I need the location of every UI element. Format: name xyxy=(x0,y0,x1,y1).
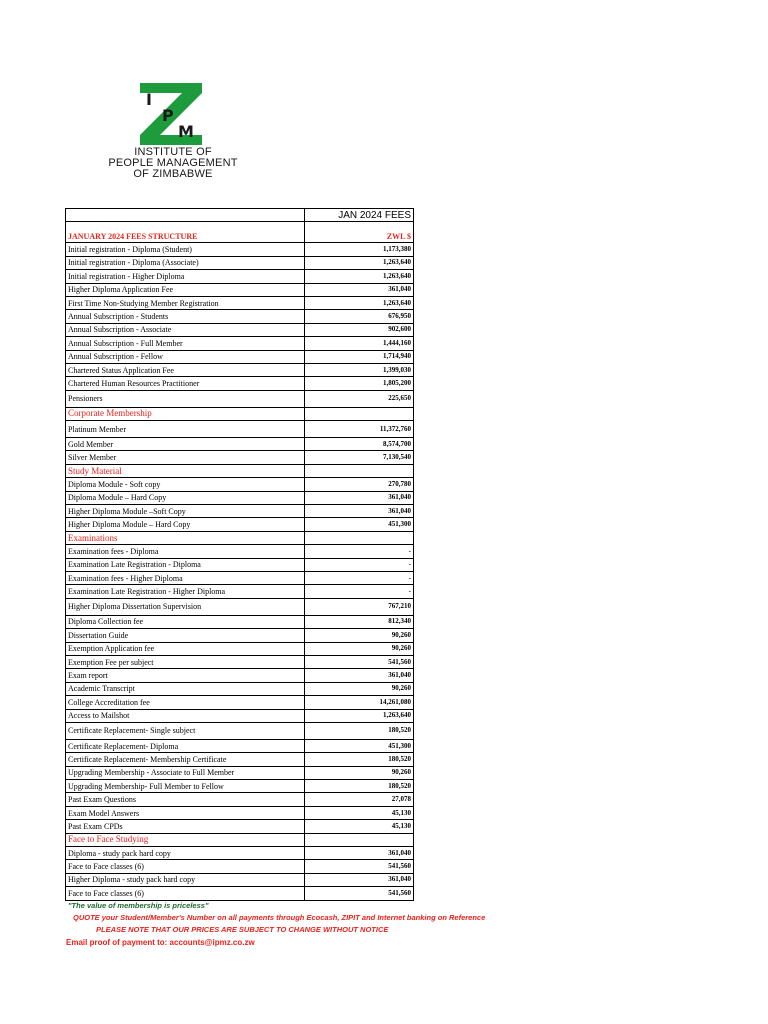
fee-row xyxy=(66,438,414,451)
fee-row xyxy=(66,709,414,722)
price-change-note: PLEASE NOTE THAT OUR PRICES ARE SUBJECT TO CHANGE WITHOUT NOTICE xyxy=(96,925,389,934)
fee-amount: 812,340 xyxy=(305,615,414,628)
quote-note: QUOTE your Student/Member's Number on all payments through Ecocash, ZIPIT and Internet banking on Reference xyxy=(73,913,486,922)
fee-amount: 90,260 xyxy=(305,682,414,695)
fee-item-label: Upgrading Membership- Full Member to Fellow xyxy=(66,780,305,793)
fee-item-label: Certificate Replacement- Diploma xyxy=(66,739,305,752)
fee-item-label: Certificate Replacement- Single subject xyxy=(66,722,305,739)
fee-item-label: Diploma Module – Hard Copy xyxy=(66,491,305,504)
fee-row xyxy=(66,377,414,390)
svg-text:P: P xyxy=(162,106,174,125)
fee-row xyxy=(66,806,414,819)
fee-item-label: Certificate Replacement- Membership Certificate xyxy=(66,753,305,766)
currency-label: ZWL $ xyxy=(305,222,414,243)
fee-item-label: Examination fees - Diploma xyxy=(66,545,305,558)
fee-row xyxy=(66,820,414,833)
fee-amount: 361,040 xyxy=(305,669,414,682)
fee-row xyxy=(66,793,414,806)
section-row xyxy=(66,464,414,477)
fee-item-label: Higher Diploma - study pack hard copy xyxy=(66,873,305,886)
fee-item-label: Annual Subscription - Full Member xyxy=(66,337,305,350)
fee-row xyxy=(66,256,414,269)
institute-name-line: INSTITUTE OF xyxy=(134,146,212,158)
fee-item-label: Diploma - study pack hard copy xyxy=(66,847,305,860)
fee-item-label: First Time Non-Studying Member Registration xyxy=(66,296,305,309)
fee-row xyxy=(66,363,414,376)
fee-item-label: Annual Subscription - Associate xyxy=(66,323,305,336)
fee-item-label: Exam report xyxy=(66,669,305,682)
fee-item-label: Annual Subscription - Students xyxy=(66,310,305,323)
fee-row xyxy=(66,491,414,504)
fee-row xyxy=(66,682,414,695)
fee-row xyxy=(66,887,414,900)
fee-row xyxy=(66,780,414,793)
fee-item-label: Exemption Application fee xyxy=(66,642,305,655)
fee-amount: 541,560 xyxy=(305,860,414,873)
fee-item-label: Higher Diploma Dissertation Supervision xyxy=(66,598,305,615)
fee-amount: 180,520 xyxy=(305,780,414,793)
fee-amount xyxy=(305,464,414,477)
fee-item-label: Higher Diploma Module – Hard Copy xyxy=(66,518,305,531)
fees-structure-title: JANUARY 2024 FEES STRUCTURE xyxy=(66,222,305,243)
fee-row xyxy=(66,642,414,655)
fee-row xyxy=(66,655,414,668)
fee-amount: 676,950 xyxy=(305,310,414,323)
fee-amount: 45,130 xyxy=(305,806,414,819)
fee-item-label: Examination fees - Higher Diploma xyxy=(66,571,305,584)
fee-amount: 45,130 xyxy=(305,820,414,833)
fee-amount: 225,650 xyxy=(305,390,414,407)
fee-row xyxy=(66,478,414,491)
fee-amount xyxy=(305,531,414,544)
fee-item-label: Academic Transcript xyxy=(66,682,305,695)
fee-amount: 1,805,200 xyxy=(305,377,414,390)
fee-amount: 180,520 xyxy=(305,722,414,739)
fee-amount xyxy=(305,833,414,846)
fee-amount: 180,520 xyxy=(305,753,414,766)
fee-row xyxy=(66,421,414,438)
fee-item-label: Platinum Member xyxy=(66,421,305,438)
section-title: Face to Face Studying xyxy=(66,833,305,846)
fee-amount: - xyxy=(305,585,414,598)
fee-item-label: Diploma Module - Soft copy xyxy=(66,478,305,491)
fee-amount: 541,560 xyxy=(305,655,414,668)
fee-item-label: Silver Member xyxy=(66,451,305,464)
fee-item-label: Initial registration - Higher Diploma xyxy=(66,270,305,283)
fee-amount: 767,210 xyxy=(305,598,414,615)
section-title: Study Material xyxy=(66,464,305,477)
fee-row xyxy=(66,615,414,628)
fee-item-label: Initial registration - Diploma (Associate) xyxy=(66,256,305,269)
fee-row xyxy=(66,243,414,256)
fee-amount: - xyxy=(305,571,414,584)
fee-row xyxy=(66,518,414,531)
section-title: Corporate Membership xyxy=(66,407,305,420)
section-row xyxy=(66,531,414,544)
fee-row xyxy=(66,722,414,739)
fee-row xyxy=(66,390,414,407)
fee-row xyxy=(66,753,414,766)
section-title: Examinations xyxy=(66,531,305,544)
fee-row xyxy=(66,598,414,615)
fee-amount: 90,260 xyxy=(305,629,414,642)
fee-row xyxy=(66,558,414,571)
fee-amount: 361,040 xyxy=(305,873,414,886)
fee-amount: 451,300 xyxy=(305,739,414,752)
fee-item-label: Dissertation Guide xyxy=(66,629,305,642)
fee-item-label: Past Exam CPDs xyxy=(66,820,305,833)
fee-item-label: Diploma Collection fee xyxy=(66,615,305,628)
institute-name-line: PEOPLE MANAGEMENT xyxy=(108,157,238,169)
fee-row xyxy=(66,323,414,336)
fee-row xyxy=(66,505,414,518)
fee-amount: 541,560 xyxy=(305,887,414,900)
fee-item-label: Past Exam Questions xyxy=(66,793,305,806)
motto-text: "The value of membership is priceless" xyxy=(68,901,209,910)
fee-amount: 1,263,640 xyxy=(305,296,414,309)
header-blank-cell xyxy=(66,209,305,222)
fee-item-label: Upgrading Membership - Associate to Full Member xyxy=(66,766,305,779)
fee-row xyxy=(66,669,414,682)
institute-name-line: OF ZIMBABWE xyxy=(133,168,213,180)
fee-row xyxy=(66,270,414,283)
fee-amount: 270,780 xyxy=(305,478,414,491)
fee-row xyxy=(66,739,414,752)
section-row xyxy=(66,407,414,420)
fee-amount: 1,263,640 xyxy=(305,270,414,283)
fee-amount: 27,078 xyxy=(305,793,414,806)
table-header-row xyxy=(66,209,414,222)
fee-item-label: Examination Late Registration - Diploma xyxy=(66,558,305,571)
fee-row xyxy=(66,696,414,709)
fee-item-label: Access to Mailshot xyxy=(66,709,305,722)
fee-row xyxy=(66,283,414,296)
fee-row xyxy=(66,629,414,642)
fee-item-label: Pensioners xyxy=(66,390,305,407)
fee-amount: 451,300 xyxy=(305,518,414,531)
fee-row xyxy=(66,571,414,584)
fee-row xyxy=(66,310,414,323)
fee-amount: 1,263,640 xyxy=(305,709,414,722)
fee-amount: 8,574,700 xyxy=(305,438,414,451)
fee-row xyxy=(66,585,414,598)
fee-row xyxy=(66,860,414,873)
fee-item-label: Gold Member xyxy=(66,438,305,451)
fee-amount: 1,444,160 xyxy=(305,337,414,350)
fee-item-label: Exam Model Answers xyxy=(66,806,305,819)
fee-item-label: College Accreditation fee xyxy=(66,696,305,709)
ipmz-logo xyxy=(108,83,238,180)
fees-table xyxy=(65,208,414,901)
fee-item-label: Examination Late Registration - Higher Diploma xyxy=(66,585,305,598)
fee-amount: 361,040 xyxy=(305,505,414,518)
fee-amount: 1,263,640 xyxy=(305,256,414,269)
fee-amount: 902,600 xyxy=(305,323,414,336)
fee-item-label: Face to Face classes (6) xyxy=(66,860,305,873)
institute-name xyxy=(108,147,238,180)
fee-amount: 14,261,080 xyxy=(305,696,414,709)
fee-item-label: Higher Diploma Module –Soft Copy xyxy=(66,505,305,518)
fee-row xyxy=(66,766,414,779)
fees-period-header: JAN 2024 FEES xyxy=(305,209,414,222)
fee-item-label: Exemption Fee per subject xyxy=(66,655,305,668)
fee-item-label: Face to Face classes (6) xyxy=(66,887,305,900)
fee-item-label: Higher Diploma Application Fee xyxy=(66,283,305,296)
ipmz-emblem-icon xyxy=(138,83,206,145)
fee-row xyxy=(66,451,414,464)
fee-amount xyxy=(305,407,414,420)
fee-item-label: Chartered Status Application Fee xyxy=(66,363,305,376)
fee-amount: 361,040 xyxy=(305,283,414,296)
table-subheader-row xyxy=(66,222,414,243)
fee-amount: 7,130,540 xyxy=(305,451,414,464)
email-proof-note: Email proof of payment to: accounts@ipmz.co.zw xyxy=(66,938,255,947)
fee-amount: - xyxy=(305,558,414,571)
fee-row xyxy=(66,545,414,558)
fee-amount: - xyxy=(305,545,414,558)
fee-row xyxy=(66,337,414,350)
fee-amount: 1,714,940 xyxy=(305,350,414,363)
fee-amount: 1,173,380 xyxy=(305,243,414,256)
svg-text:M: M xyxy=(178,122,194,141)
fee-amount: 1,399,030 xyxy=(305,363,414,376)
fee-amount: 11,372,760 xyxy=(305,421,414,438)
fee-amount: 90,260 xyxy=(305,642,414,655)
fee-row xyxy=(66,873,414,886)
fee-row xyxy=(66,350,414,363)
section-row xyxy=(66,833,414,846)
fee-item-label: Initial registration - Diploma (Student) xyxy=(66,243,305,256)
fee-amount: 361,040 xyxy=(305,491,414,504)
fee-row xyxy=(66,847,414,860)
fee-item-label: Annual Subscription - Fellow xyxy=(66,350,305,363)
fee-item-label: Chartered Human Resources Practitioner xyxy=(66,377,305,390)
fee-amount: 361,040 xyxy=(305,847,414,860)
fee-row xyxy=(66,296,414,309)
fee-amount: 90,260 xyxy=(305,766,414,779)
svg-text:I: I xyxy=(146,90,152,109)
